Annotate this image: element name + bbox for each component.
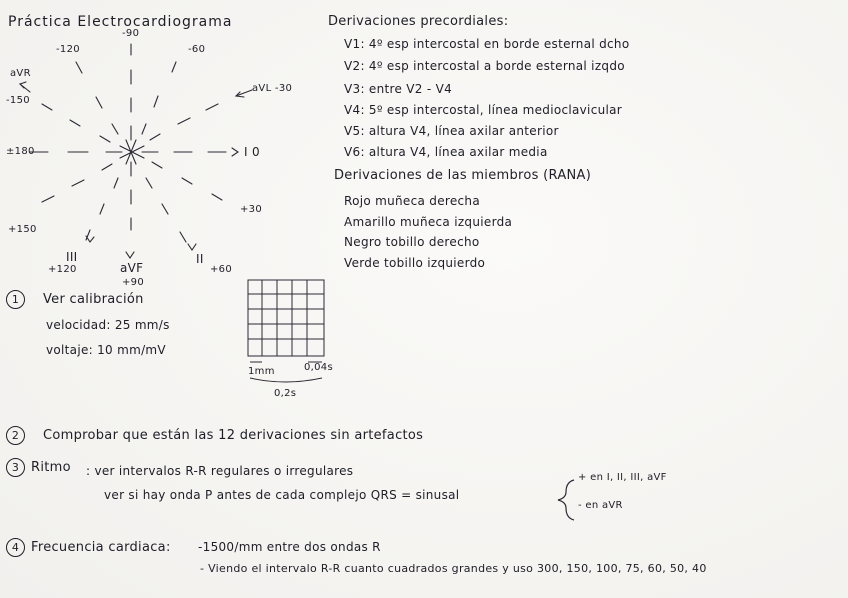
precordial-item: V3: entre V2 - V4 — [344, 82, 453, 96]
axis-label-m90: -90 — [122, 28, 140, 39]
axis-label-lead-i: I 0 — [244, 145, 260, 159]
limb-item: Verde tobillo izquierdo — [344, 256, 486, 270]
step-2-text: Comprobar que están las 12 derivaciones sin artefactos — [43, 428, 424, 443]
step-3-line-1: : ver intervalos R-R regulares o irregulares — [86, 464, 354, 478]
calibration-speed: velocidad: 25 mm/s — [46, 318, 170, 332]
step-4-line-2: - Viendo el intervalo R-R cuanto cuadrados grandes y uso 300, 150, 100, 75, 60, 50, 40 — [200, 562, 707, 575]
step-3-label: Ritmo — [31, 460, 71, 475]
brace — [558, 480, 574, 520]
axis-label-p60: +60 — [210, 264, 233, 275]
step-4 — [6, 538, 171, 557]
step-number: 1 — [6, 290, 25, 309]
axis-label-avl: aVL -30 — [252, 83, 293, 94]
limb-item: Rojo muñeca derecha — [344, 194, 480, 208]
grid-label-02: 0,2s — [274, 388, 297, 399]
axis-label-lead-iii: III — [66, 250, 78, 264]
precordial-heading: Derivaciones precordiales: — [328, 14, 509, 29]
step-4-label: Frecuencia cardiaca: — [31, 540, 171, 555]
calibration-voltage: voltaje: 10 mm/mV — [46, 343, 166, 357]
step-1-title: Ver calibración — [43, 292, 144, 307]
axis-label-lead-ii: II — [196, 252, 204, 266]
precordial-item: V6: altura V4, línea axilar media — [344, 145, 548, 159]
limb-item: Amarillo muñeca izquierda — [344, 215, 513, 229]
step-4-line-1: -1500/mm entre dos ondas R — [198, 540, 381, 554]
grid-label-004: 0,04s — [304, 362, 333, 373]
precordial-item: V5: altura V4, línea axilar anterior — [344, 124, 559, 138]
axis-label-m150: -150 — [6, 95, 30, 106]
precordial-item: V4: 5º esp intercostal, línea medioclavicular — [344, 103, 623, 117]
step-number: 3 — [6, 458, 25, 477]
axis-label-m120: -120 — [56, 44, 80, 55]
step-3-negative: - en aVR — [578, 500, 623, 511]
step-3-positive: + en I, II, III, aVF — [578, 472, 667, 483]
axis-label-p120: +120 — [48, 264, 77, 275]
axis-label-p30: +30 — [240, 204, 263, 215]
axis-label-p150: +150 — [8, 224, 37, 235]
axis-label-avf: aVF — [120, 261, 144, 275]
limb-heading: Derivaciones de las miembros (RANA) — [334, 168, 592, 183]
precordial-item: V2: 4º esp intercostal a borde esternal izqdo — [344, 59, 625, 73]
step-3 — [6, 458, 71, 477]
step-2 — [6, 426, 423, 445]
step-1 — [6, 290, 144, 309]
grid-label-1mm: 1mm — [248, 366, 275, 377]
precordial-item: V1: 4º esp intercostal en borde esternal dcho — [344, 37, 630, 51]
axis-label-p90: +90 — [122, 277, 145, 288]
limb-item: Negro tobillo derecho — [344, 235, 480, 249]
axis-label-pm180: ±180 — [6, 146, 35, 157]
axis-label-m60: -60 — [188, 44, 206, 55]
axis-label-avr: aVR — [10, 68, 31, 79]
step-number: 4 — [6, 538, 25, 557]
step-number: 2 — [6, 426, 25, 445]
page-title: Práctica Electrocardiograma — [8, 14, 233, 30]
step-3-line-2: ver si hay onda P antes de cada complejo QRS = sinusal — [104, 488, 460, 502]
